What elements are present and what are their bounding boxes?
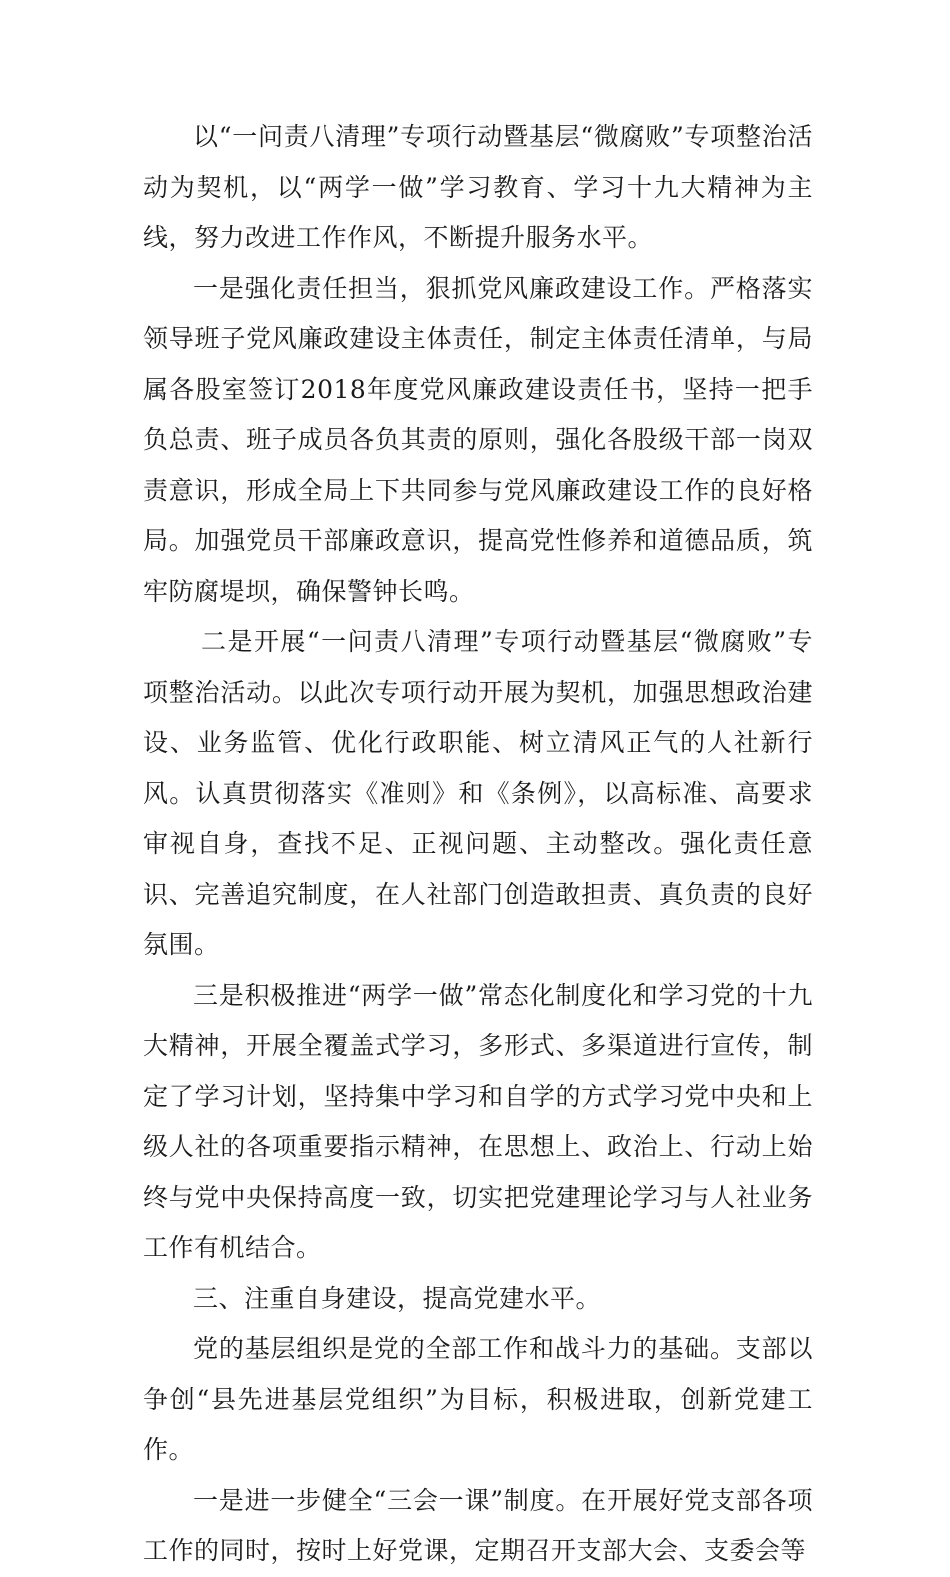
document-body bbox=[143, 112, 813, 1577]
paragraph-item-1: 一是强化责任担当，狠抓党风廉政建设工作。严格落实领导班子党风廉政建设主体责任，制定主体责任清单，与局属各股室签订2018年度党风廉政建设责任书，坚持一把手负总责、班子成员各负其责的原则，强化各股级干部一岗双责意识，形成全局上下共同参与党风廉政建设工作的良好格局。加强党员干部廉政意识，提高党性修养和道德品质，筑牢防腐堤坝，确保警钟长鸣。 bbox=[143, 273, 813, 606]
section-heading-3: 三、注重自身建设，提高党建水平。 bbox=[193, 1283, 602, 1313]
paragraph-section-3-intro: 党的基层组织是党的全部工作和战斗力的基础。支部以争创“县先进基层党组织”为目标，积极进取，创新党建工作。 bbox=[143, 1334, 813, 1464]
paragraph-section-3-item-1: 一是进一步健全“三会一课”制度。在开展好党支部各项工作的同时，按时上好党课，定期召开支部大会、支委会等 bbox=[143, 1485, 813, 1565]
paragraph-item-3: 三是积极推进“两学一做”常态化制度化和学习党的十九大精神，开展全覆盖式学习，多形式、多渠道进行宣传，制定了学习计划，坚持集中学习和自学的方式学习党中央和上级人社的各项重要指示精神，在思想上、政治上、行动上始终与党中央保持高度一致，切实把党建理论学习与人社业务工作有机结合。 bbox=[143, 980, 813, 1262]
paragraph-item-2: 二是开展“一问责八清理”专项行动暨基层“微腐败”专项整治活动。以此次专项行动开展为契机，加强思想政治建设、业务监管、优化行政职能、树立清风正气的人社新行风。认真贯彻落实《准则》和《条例》，以高标准、高要求审视自身，查找不足、正视问题、主动整改。强化责任意识、完善追究制度，在人社部门创造敢担责、真负责的良好氛围。 bbox=[143, 627, 813, 959]
paragraph-intro: 以“一问责八清理”专项行动暨基层“微腐败”专项整治活动为契机，以“两学一做”学习教育、学习十九大精神为主线，努力改进工作作风，不断提升服务水平。 bbox=[143, 122, 813, 252]
